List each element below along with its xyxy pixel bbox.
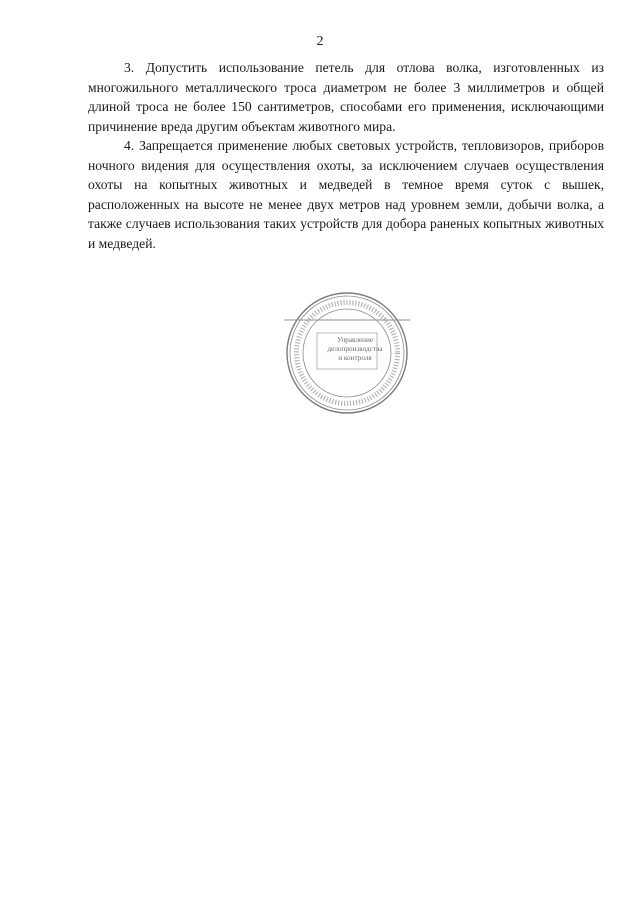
seal-inner-text [319,336,391,363]
document-body [88,58,604,253]
paragraph-4: 4. Запрещается применение любых световых устройств, тепловизоров, приборов ночного видения для осуществления охоты, за исключением случаев осуществления охоты на копытных животных и медведей в темное время суток с вышек, расположенных на высоте не менее двух метров над уровнем земли, добычи волка, а также случаев использования таких устройств для добора раненых копытных животных и медведей. [88,138,604,251]
seal-line-1: Управление [336,336,374,344]
paragraph-3: 3. Допустить использование петель для отлова волка, изготовленных из многожильного металлического троса диаметром не более 3 миллиметров и общей длиной троса не более 150 сантиметров, способами его применения, исключающими причинение вреда другим объектам животного мира. [88,60,604,134]
seal-line-2: делопроизводства [327,345,383,353]
page-number: 2 [316,34,324,49]
seal-line-3: и контроля [338,354,372,362]
